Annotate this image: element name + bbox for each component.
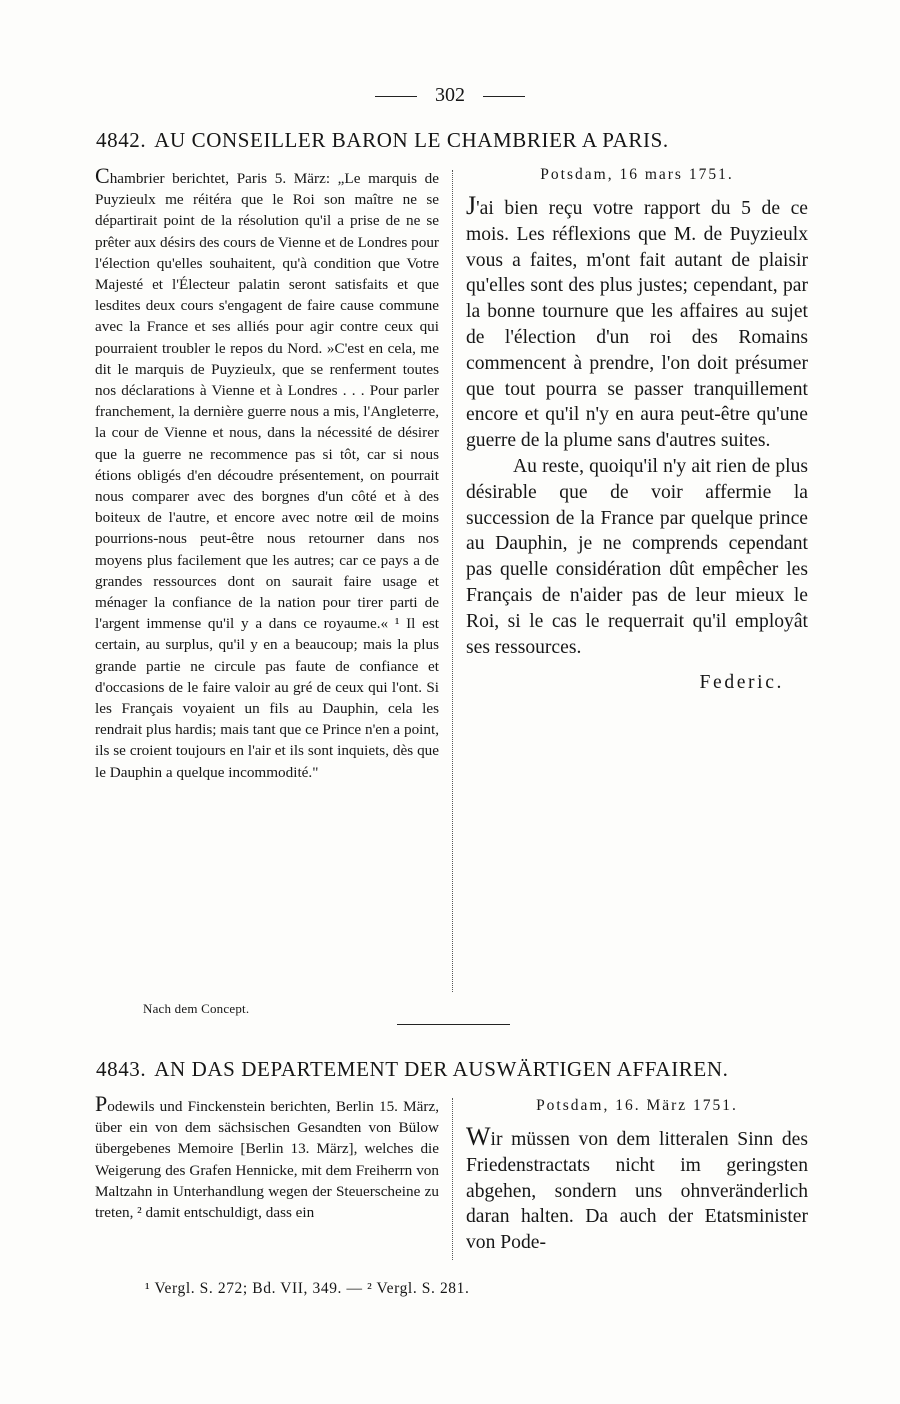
summary-dropcap: P — [95, 1091, 108, 1116]
body-dropcap: W — [466, 1122, 491, 1151]
letter-summary-4842 — [95, 165, 439, 783]
letter-heading-4843 — [96, 1057, 816, 1082]
letter-body-4842 — [466, 165, 808, 696]
summary-text: odewils und Finckenstein berichten, Berlin 15. März, über ein von dem sächsischen Gesandten von Bülow übergebenes Memoire [Berlin 13. März], welches die Weigerung des Grafen Hennicke, mit dem Freiherrn von Maltzahn in Unterhandlung wegen der Steuerscheine zu treten, ² damit entschuldigt, dass ein — [95, 1098, 439, 1222]
footnotes: ¹ Vergl. S. 272; Bd. VII, 349. — ² Vergl. S. 281. — [145, 1280, 470, 1297]
column-divider — [452, 170, 453, 992]
body-paragraph-1: ir müssen von dem litteralen Sinn des Friedenstractats nicht im geringsten abgehen, sondern uns ohnveränderlich daran halten. Da auch der Etatsminister von Pode- — [466, 1129, 808, 1254]
page-header — [0, 84, 900, 108]
dateline: Potsdam, 16 mars 1751. — [540, 166, 734, 183]
letter-heading-4842 — [96, 128, 816, 153]
summary-text: hambrier berichtet, Paris 5. März: „Le marquis de Puyzieulx me réitéra que le Roi son maître ne se départirait point de la résolution qu'il a prise de ne se prêter aux désirs des cours de Vienne et de Londres pour l'élection qu'elles souhaitent, qu'à condition que Votre Majesté et l'Électeur palatin seront satisfaits et que lesdites deux cours s'engagent de faire cause commune avec la France et ses alliés pour agir contre ceux qui pourraient troubler le repos du Nord. »C'est en cela, me dit le marquis de Puyzieulx, que se renferment toutes nos déclarations à Vienne et à Londres . . . Pour parler franchement, la dernière guerre nous a mis, l'Angleterre, la cour de Vienne et nous, dans la nécessité de désirer que la guerre ne recommence pas si tôt, car si nous étions obligés d'en découdre présentement, on pourrait nous comparer avec des borgnes d'un côté et à des boiteux de l'autre, et encore avec notre œil de moins pourrions-nous peut-être nous retourner dans nos moyens plus facilement que les autres; car ce pays a de grandes ressources dont on saurait faire usage et ménager la confiance de la nation pour tirer parti de l'argent immense qu'il y a dans ce royaume.« ¹ Il est certain, au surplus, qu'il y en a beaucoup; mais la plus grande partie ne circule pas faute de confiance et d'occasions de le faire valoir au gré de ceux qui l'ont. Si les Français voyaient un fils au Dauphin, cela les rendrait plus hardis; mais tant que ce Prince n'en a point, ils se croient toujours en l'air et ils sont inquiets, dès que le Dauphin a quelque incommodité." — [95, 170, 439, 781]
signature: Federic. — [699, 672, 784, 694]
source-note: Nach dem Concept. — [143, 1001, 250, 1016]
dateline: Potsdam, 16. März 1751. — [536, 1097, 738, 1114]
letter-title: AU CONSEILLER BARON LE CHAMBRIER A PARIS. — [154, 128, 669, 152]
header-rule-left — [375, 96, 417, 97]
letter-title: AN DAS DEPARTEMENT DER AUSWÄRTIGEN AFFAIREN. — [154, 1057, 729, 1081]
summary-dropcap: C — [95, 163, 110, 188]
letter-number: 4843. — [96, 1057, 147, 1081]
body-paragraph-2: Au reste, quoiqu'il n'y ait rien de plus désirable que de voir affermie la succession de la France par quelque prince au Dauphin, je ne comprends cependant pas quelle considération dût empêcher les Français de n'aider pas de leur mieux le Roi, si le cas le requerrait qu'il employât ses ressources. — [466, 455, 808, 658]
body-paragraph-1: 'ai bien reçu votre rapport du 5 de ce mois. Les réflexions que M. de Puyzieulx vous a faites, m'ont fait autant de plaisir qu'elles sont des plus justes; cependant, par la bonne tournure que les affaires au sujet de l'élection d'un roi des Romains commencent à prendre, l'on doit présumer que tout pourra se passer tranquillement encore et qu'il n'y en aura peut-être qu'une guerre de la plume sans d'autres suites. — [466, 198, 808, 452]
column-divider — [452, 1098, 453, 1260]
header-rule-right — [483, 96, 525, 97]
body-dropcap: J — [466, 191, 477, 220]
section-rule — [397, 1024, 510, 1025]
page-number: 302 — [435, 84, 465, 106]
letter-summary-4843 — [95, 1093, 439, 1223]
letter-number: 4842. — [96, 128, 147, 152]
letter-body-4843 — [466, 1096, 808, 1256]
